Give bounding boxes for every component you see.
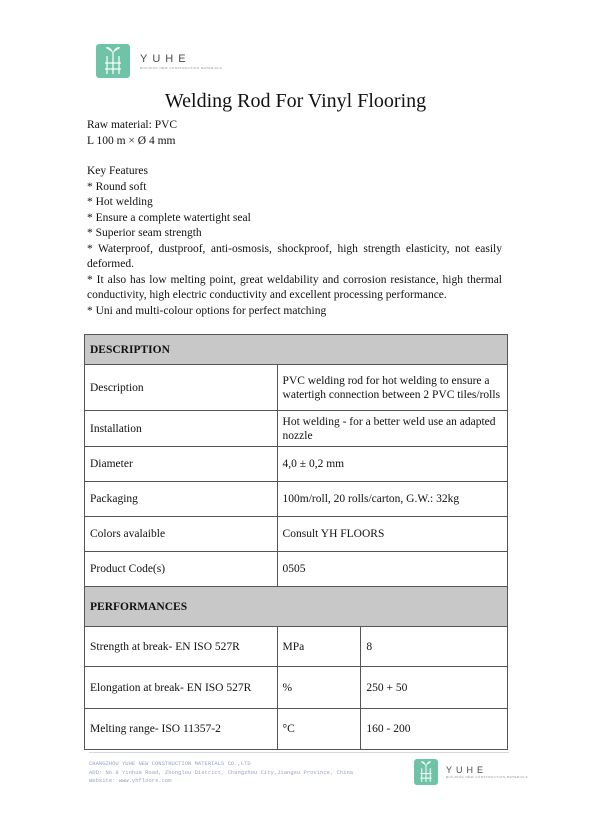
row-label: Description — [85, 365, 278, 411]
table-row — [85, 447, 508, 482]
feature-item: * Superior seam strength — [87, 227, 202, 239]
row-unit: % — [277, 667, 361, 709]
feature-item: * Uni and multi-colour options for perfect matching — [87, 304, 327, 317]
table-row — [85, 365, 508, 411]
description-section-header — [85, 335, 508, 365]
feature-item: * It also has low melting point, great weldability and corrosion resistance, high thermal conductivity, high electric conductivity and excellent processing performance. — [87, 273, 502, 301]
table-row — [85, 552, 508, 587]
footer-website: Website: www.yhfloors.com — [89, 777, 172, 784]
table-row — [85, 517, 508, 552]
feature-item: * Waterproof, dustproof, anti-osmosis, shockproof, high strength elasticity, not easily deformed. — [87, 242, 502, 270]
row-value: 8 — [361, 627, 508, 667]
key-features — [87, 164, 502, 319]
brand-name: YUHE — [140, 52, 191, 65]
row-value: 160 - 200 — [361, 709, 508, 750]
row-label: Product Code(s) — [85, 552, 278, 587]
footer-address-line: ADD: No.9 Yinhua Road, Zhonglou District, Changzhou City,Jiangsu Province, China — [89, 768, 354, 776]
row-value: 0505 — [277, 552, 507, 587]
row-unit: °C — [277, 709, 361, 750]
yuhe-logo-icon — [414, 759, 438, 785]
brand-tagline: BUILDING NEW CONSTRUCTION MATERIALS — [446, 775, 529, 779]
row-value: 250 + 50 — [361, 667, 508, 709]
row-label: Installation — [85, 411, 278, 447]
yuhe-logo-icon — [96, 44, 130, 78]
brand-tagline: BUILDING NEW CONSTRUCTION MATERIALS — [140, 65, 223, 70]
row-value: Hot welding - for a better weld use an adapted nozzle — [277, 411, 507, 447]
performance-heading: PERFORMANCES — [85, 587, 508, 627]
row-label: Packaging — [85, 482, 278, 517]
row-label: Colors avalaible — [85, 517, 278, 552]
footer-logo — [414, 759, 528, 785]
row-value: Consult YH FLOORS — [277, 517, 507, 552]
table-row — [85, 627, 508, 667]
brand-name: YUHE — [446, 765, 488, 775]
row-label: Strength at break- EN ISO 527R — [85, 627, 278, 667]
table-row — [85, 667, 508, 709]
table-row — [85, 482, 508, 517]
footer-company: CHANGZHOU YUHE NEW CONSTRUCTION MATERIALS CO.,LTD — [89, 760, 251, 767]
header-logo — [96, 44, 222, 78]
spec-raw-material: Raw material: PVC — [87, 119, 178, 131]
feature-item: * Ensure a complete watertight seal — [87, 211, 251, 224]
table-row — [85, 709, 508, 750]
row-unit: MPa — [277, 627, 361, 667]
table-row — [85, 411, 508, 447]
row-label: Melting range- ISO 11357-2 — [85, 709, 278, 750]
performance-section-header — [85, 587, 508, 627]
spec-table — [84, 334, 508, 750]
row-value: PVC welding rod for hot welding to ensure a watertigh connection between 2 PVC tiles/rolls — [277, 365, 507, 411]
feature-item: * Round soft — [87, 180, 147, 193]
feature-item: * Hot welding — [87, 196, 153, 208]
row-label: Diameter — [85, 447, 278, 482]
row-value: 4,0 ± 0,2 mm — [277, 447, 507, 482]
description-heading: DESCRIPTION — [85, 335, 508, 365]
row-value: 100m/roll, 20 rolls/carton, G.W.: 32kg — [277, 482, 507, 517]
spec-dimensions: L 100 m × Ø 4 mm — [87, 134, 176, 147]
row-label: Elongation at break- EN ISO 527R — [85, 667, 278, 709]
spec-summary — [87, 118, 177, 149]
footer-divider — [89, 752, 509, 753]
footer-address — [89, 760, 353, 786]
document-title: Welding Rod For Vinyl Flooring — [164, 90, 427, 112]
features-heading: Key Features — [87, 165, 148, 177]
